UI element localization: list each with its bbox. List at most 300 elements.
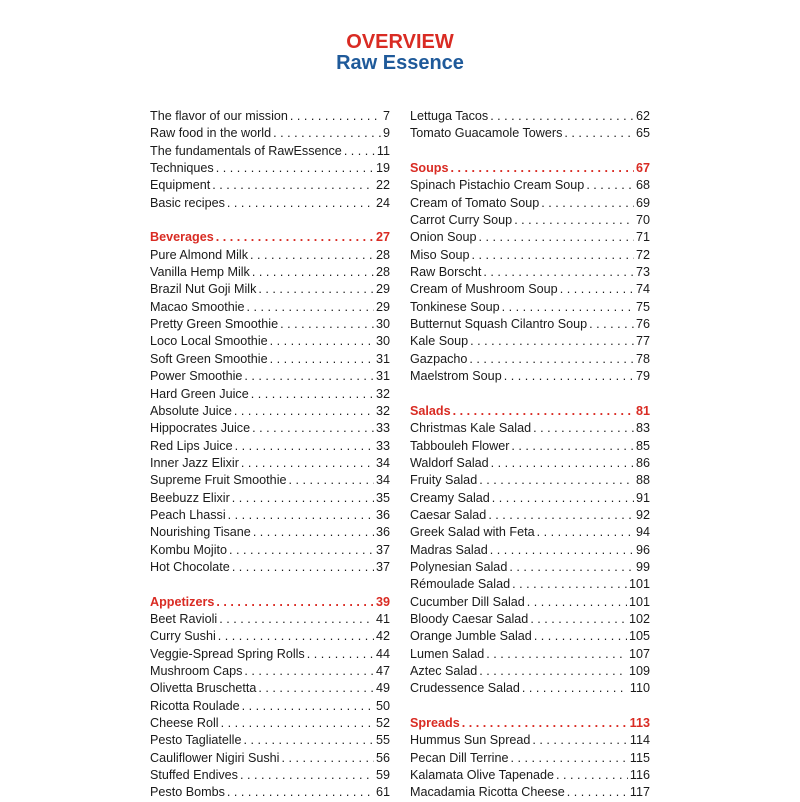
page-number: 28: [375, 265, 390, 280]
dot-leader: [216, 594, 374, 611]
entry-title: Absolute Juice: [150, 403, 232, 418]
entry-title: Hot Chocolate: [150, 559, 230, 574]
dot-leader: [514, 212, 634, 229]
toc-left-column: [150, 108, 390, 802]
toc-entry: [410, 784, 650, 801]
page-number: 72: [635, 247, 650, 262]
dot-leader: [219, 611, 374, 628]
page-number: 36: [375, 507, 390, 522]
section-spacer: [410, 698, 650, 715]
toc-entry: [410, 767, 650, 784]
toc-entry: [150, 351, 390, 368]
page-number: 42: [375, 629, 390, 644]
entry-title: Raw food in the world: [150, 126, 272, 141]
toc-entry: [410, 611, 650, 628]
dot-leader: [344, 143, 375, 160]
entry-title: Basic recipes: [150, 195, 225, 210]
dot-leader: [469, 351, 634, 368]
dot-leader: [250, 247, 374, 264]
entry-title: Pesto Bombs: [150, 785, 225, 800]
page-number: 101: [628, 577, 650, 592]
toc-entry: [150, 767, 390, 784]
entry-title: Inner Jazz Elixir: [150, 455, 239, 470]
dot-leader: [258, 680, 374, 697]
entry-title: Kale Soup: [410, 334, 469, 349]
toc-entry: [410, 351, 650, 368]
dot-leader: [258, 281, 374, 298]
entry-title: Cream of Tomato Soup: [410, 195, 540, 210]
dot-leader: [289, 472, 374, 489]
dot-leader: [532, 732, 628, 749]
dot-leader: [556, 767, 628, 784]
page-number: 27: [375, 230, 390, 245]
toc-section-heading: [410, 403, 650, 420]
dot-leader: [234, 403, 374, 420]
toc-entry: [410, 594, 650, 611]
page-number: 99: [635, 559, 650, 574]
entry-title: Veggie-Spread Spring Rolls: [150, 646, 305, 661]
dot-leader: [488, 507, 634, 524]
entry-title: The flavor of our mission: [150, 109, 288, 123]
toc-entry: [410, 281, 650, 298]
page-number: 29: [375, 299, 390, 314]
toc-entry: [150, 663, 390, 680]
page-number: 37: [375, 559, 390, 574]
dot-leader: [252, 264, 374, 281]
page-number: 101: [628, 594, 650, 609]
dot-leader: [273, 125, 381, 142]
toc-entry: [410, 420, 650, 437]
toc-entry: [150, 420, 390, 437]
page-number: 107: [628, 646, 650, 661]
page-number: 67: [635, 161, 650, 176]
page-number: 79: [635, 369, 650, 384]
page-number: 74: [635, 282, 650, 297]
dot-leader: [509, 559, 634, 576]
dot-leader: [479, 229, 634, 246]
entry-title: Raw Borscht: [410, 265, 482, 280]
toc-entry: [410, 264, 650, 281]
toc-entry: [150, 784, 390, 801]
section-title: Spreads: [410, 716, 460, 731]
toc-entry: [410, 438, 650, 455]
entry-title: Cream of Mushroom Soup: [410, 282, 558, 297]
page-number: 24: [375, 195, 390, 210]
page-number: 71: [635, 230, 650, 245]
entry-title: Maelstrom Soup: [410, 369, 502, 384]
dot-leader: [502, 299, 634, 316]
toc-entry: [150, 368, 390, 385]
toc-entry: [150, 542, 390, 559]
entry-title: Miso Soup: [410, 247, 470, 262]
dot-leader: [510, 750, 627, 767]
page-number: 110: [629, 681, 650, 696]
dot-leader: [586, 177, 634, 194]
page-number: 105: [628, 629, 650, 644]
dot-leader: [290, 108, 381, 125]
toc-entry: [410, 646, 650, 663]
entry-title: Fruity Salad: [410, 473, 478, 488]
entry-title: Curry Sushi: [150, 629, 216, 644]
toc-entry: [410, 559, 650, 576]
section-title: Soups: [410, 161, 449, 176]
page-number: 35: [375, 490, 390, 505]
dot-leader: [527, 594, 627, 611]
entry-title: Ricotta Roulade: [150, 698, 240, 713]
entry-title: Aztec Salad: [410, 664, 478, 678]
entry-title: The fundamentals of RawEssence: [150, 143, 342, 158]
toc-entry: [410, 229, 650, 246]
entry-title: Macadamia Ricotta Cheese: [410, 785, 565, 800]
toc-entry: [150, 316, 390, 333]
entry-title: Bloody Caesar Salad: [410, 611, 529, 626]
toc-entry: [410, 455, 650, 472]
toc-entry: [410, 368, 650, 385]
page-number: 52: [375, 716, 390, 731]
entry-title: Caesar Salad: [410, 507, 487, 522]
toc-entry: [150, 108, 390, 125]
toc-entry: [150, 247, 390, 264]
dot-leader: [227, 195, 374, 212]
toc-section-heading: [410, 160, 650, 177]
entry-title: Waldorf Salad: [410, 455, 489, 470]
dot-leader: [221, 715, 374, 732]
entry-title: Techniques: [150, 161, 214, 176]
entry-title: Stuffed Endives: [150, 768, 238, 783]
toc-entry: [410, 628, 650, 645]
page-number: 55: [375, 733, 390, 748]
toc-entry: [150, 750, 390, 767]
entry-title: Hard Green Juice: [150, 386, 249, 401]
toc-entry: [410, 333, 650, 350]
entry-title: Crudessence Salad: [410, 681, 520, 696]
toc-entry: [150, 646, 390, 663]
entry-title: Lettuga Tacos: [410, 109, 489, 123]
dot-leader: [232, 559, 374, 576]
page-number: 69: [635, 195, 650, 210]
dot-leader: [504, 368, 634, 385]
entry-title: Pure Almond Milk: [150, 247, 248, 262]
dot-leader: [479, 663, 627, 680]
page-number: 68: [635, 178, 650, 193]
dot-leader: [511, 438, 634, 455]
toc-entry: [410, 472, 650, 489]
dot-leader: [470, 333, 634, 350]
section-spacer: [410, 143, 650, 160]
entry-title: Beet Ravioli: [150, 611, 218, 626]
dot-leader: [244, 663, 374, 680]
dot-leader: [270, 333, 374, 350]
toc-entry: [410, 524, 650, 541]
page-number: 113: [629, 716, 650, 731]
dot-leader: [235, 438, 374, 455]
page-number: 11: [376, 143, 390, 158]
section-spacer: [150, 212, 390, 229]
toc-entry: [150, 455, 390, 472]
toc-entry: [150, 299, 390, 316]
section-title: Salads: [410, 403, 451, 418]
toc-entry: [150, 160, 390, 177]
entry-title: Cucumber Dill Salad: [410, 594, 525, 609]
dot-leader: [479, 472, 634, 489]
entry-title: Olivetta Bruschetta: [150, 681, 257, 696]
toc-section-heading: [150, 229, 390, 246]
page-number: 92: [635, 507, 650, 522]
entry-title: Pretty Green Smoothie: [150, 317, 279, 332]
dot-leader: [560, 281, 634, 298]
toc-entry: [410, 576, 650, 593]
page-number: 76: [635, 317, 650, 332]
book-subtitle: Raw Essence: [336, 52, 464, 74]
dot-leader: [212, 177, 374, 194]
toc-entry: [150, 732, 390, 749]
page-number: 75: [635, 299, 650, 314]
page-number: 56: [375, 750, 390, 765]
toc-entry: [410, 507, 650, 524]
dot-leader: [483, 264, 634, 281]
page-number: 28: [375, 247, 390, 262]
entry-title: Tabbouleh Flower: [410, 438, 510, 453]
dot-leader: [564, 125, 634, 142]
page-number: 117: [629, 785, 650, 800]
page-number: 102: [628, 611, 650, 626]
page-number: 9: [382, 126, 390, 141]
page-number: 50: [375, 698, 390, 713]
entry-title: Red Lips Juice: [150, 438, 233, 453]
page-number: 33: [375, 421, 390, 436]
entry-title: Vanilla Hemp Milk: [150, 265, 250, 280]
toc-entry: [410, 542, 650, 559]
toc-entry: [410, 750, 650, 767]
dot-leader: [244, 368, 374, 385]
entry-title: Onion Soup: [410, 230, 477, 245]
dot-leader: [490, 542, 634, 559]
dot-leader: [472, 247, 634, 264]
page-number: 34: [375, 473, 390, 488]
entry-title: Spinach Pistachio Cream Soup: [410, 178, 585, 193]
entry-title: Loco Local Smoothie: [150, 334, 268, 349]
page-title: OVERVIEW: [346, 31, 454, 53]
dot-leader: [218, 628, 374, 645]
dot-leader: [243, 732, 374, 749]
toc-entry: [150, 143, 390, 160]
page-number: 32: [375, 403, 390, 418]
entry-title: Hippocrates Juice: [150, 421, 251, 436]
page-number: 29: [375, 282, 390, 297]
dot-leader: [530, 611, 627, 628]
toc-entry: [410, 732, 650, 749]
page-number: 78: [635, 351, 650, 366]
page-number: 37: [375, 542, 390, 557]
page-number: 39: [375, 594, 390, 609]
entry-title: Brazil Nut Goji Milk: [150, 282, 257, 297]
entry-title: Mushroom Caps: [150, 664, 243, 678]
page-number: 30: [375, 334, 390, 349]
dot-leader: [534, 628, 627, 645]
dot-leader: [280, 316, 374, 333]
toc-entry: [150, 403, 390, 420]
dot-leader: [589, 316, 634, 333]
toc-entry: [410, 212, 650, 229]
dot-leader: [462, 715, 628, 732]
entry-title: Hummus Sun Spread: [410, 733, 531, 748]
page-number: 33: [375, 438, 390, 453]
toc-entry: [150, 386, 390, 403]
dot-leader: [492, 490, 634, 507]
dot-leader: [450, 160, 634, 177]
toc-entry: [150, 715, 390, 732]
page-number: 94: [635, 525, 650, 540]
dot-leader: [229, 542, 374, 559]
page-number: 88: [635, 473, 650, 488]
toc-entry: [150, 333, 390, 350]
entry-title: Cheese Roll: [150, 716, 219, 731]
entry-title: Cauliflower Nigiri Sushi: [150, 750, 280, 765]
toc-entry: [410, 490, 650, 507]
page-number: 36: [375, 525, 390, 540]
page-number: 91: [635, 490, 650, 505]
page-number: 96: [635, 542, 650, 557]
dot-leader: [216, 229, 374, 246]
entry-title: Tomato Guacamole Towers: [410, 126, 563, 141]
page-number: 59: [375, 768, 390, 783]
toc-entry: [410, 663, 650, 680]
toc-section-heading: [150, 594, 390, 611]
page-number: 65: [635, 126, 650, 141]
dot-leader: [281, 750, 374, 767]
page-number: 81: [635, 403, 650, 418]
dot-leader: [541, 195, 634, 212]
toc-entry: [150, 177, 390, 194]
toc-entry: [150, 438, 390, 455]
toc-entry: [150, 680, 390, 697]
dot-leader: [240, 767, 374, 784]
entry-title: Lumen Salad: [410, 646, 485, 661]
entry-title: Tonkinese Soup: [410, 299, 500, 314]
page-number: 19: [375, 161, 390, 176]
dot-leader: [216, 160, 374, 177]
dot-leader: [270, 351, 374, 368]
entry-title: Creamy Salad: [410, 490, 490, 505]
entry-title: Orange Jumble Salad: [410, 629, 532, 644]
page-number: 115: [629, 750, 650, 765]
entry-title: Butternut Squash Cilantro Soup: [410, 317, 588, 332]
entry-title: Peach Lhassi: [150, 507, 226, 522]
entry-title: Macao Smoothie: [150, 299, 245, 314]
entry-title: Pecan Dill Terrine: [410, 750, 509, 765]
toc-entry: [410, 125, 650, 142]
entry-title: Madras Salad: [410, 542, 488, 557]
entry-title: Greek Salad with Feta: [410, 525, 535, 540]
page-number: 34: [375, 455, 390, 470]
entry-title: Polynesian Salad: [410, 559, 508, 574]
entry-title: Gazpacho: [410, 351, 468, 366]
entry-title: Power Smoothie: [150, 369, 243, 384]
page-number: 31: [375, 351, 390, 366]
page-number: 114: [629, 733, 650, 748]
dot-leader: [251, 386, 374, 403]
page-number: 86: [635, 455, 650, 470]
entry-title: Carrot Curry Soup: [410, 213, 513, 228]
toc-entry: [410, 247, 650, 264]
page-number: 61: [375, 785, 390, 800]
toc-entry: [150, 125, 390, 142]
page-number: 41: [375, 611, 390, 626]
dot-leader: [490, 108, 634, 125]
dot-leader: [242, 698, 374, 715]
toc-right-column: [410, 108, 650, 802]
page-number: 31: [375, 369, 390, 384]
dot-leader: [241, 455, 374, 472]
entry-title: Beebuzz Elixir: [150, 490, 230, 505]
dot-leader: [486, 646, 627, 663]
page-number: 32: [375, 386, 390, 401]
entry-title: Nourishing Tisane: [150, 525, 251, 540]
dot-leader: [512, 576, 627, 593]
dot-leader: [228, 507, 374, 524]
page-number: 62: [635, 109, 650, 123]
toc-entry: [150, 559, 390, 576]
dot-leader: [253, 524, 374, 541]
toc-entry: [410, 108, 650, 125]
page-number: 22: [375, 178, 390, 193]
dot-leader: [522, 680, 628, 697]
toc-entry: [150, 628, 390, 645]
entry-title: Equipment: [150, 178, 211, 193]
dot-leader: [227, 784, 374, 801]
toc-entry: [410, 299, 650, 316]
toc-entry: [150, 507, 390, 524]
entry-title: Soft Green Smoothie: [150, 351, 268, 366]
entry-title: Supreme Fruit Smoothie: [150, 473, 287, 488]
toc-entry: [150, 472, 390, 489]
toc-section-heading: [410, 715, 650, 732]
page-number: 7: [382, 109, 390, 123]
dot-leader: [247, 299, 374, 316]
page-number: 73: [635, 265, 650, 280]
page-number: 77: [635, 334, 650, 349]
dot-leader: [232, 490, 374, 507]
page-number: 49: [375, 681, 390, 696]
dot-leader: [491, 455, 634, 472]
entry-title: Christmas Kale Salad: [410, 421, 532, 436]
dot-leader: [252, 420, 374, 437]
page-number: 47: [375, 664, 390, 678]
toc-entry: [150, 264, 390, 281]
toc-entry: [410, 177, 650, 194]
section-title: Beverages: [150, 230, 214, 245]
toc-entry: [150, 281, 390, 298]
toc-entry: [150, 698, 390, 715]
entry-title: Pesto Tagliatelle: [150, 733, 242, 748]
dot-leader: [533, 420, 634, 437]
toc-entry: [150, 611, 390, 628]
page-number: 83: [635, 421, 650, 436]
dot-leader: [537, 524, 634, 541]
page-number: 109: [628, 664, 650, 678]
page-number: 116: [629, 768, 650, 783]
toc-entry: [150, 490, 390, 507]
dot-leader: [453, 403, 634, 420]
entry-title: Kombu Mojito: [150, 542, 227, 557]
toc-entry: [410, 680, 650, 697]
section-title: Appetizers: [150, 594, 215, 609]
entry-title: Rémoulade Salad: [410, 577, 511, 592]
toc-entry: [150, 195, 390, 212]
dot-leader: [307, 646, 374, 663]
entry-title: Kalamata Olive Tapenade: [410, 768, 554, 783]
page-number: 70: [635, 213, 650, 228]
